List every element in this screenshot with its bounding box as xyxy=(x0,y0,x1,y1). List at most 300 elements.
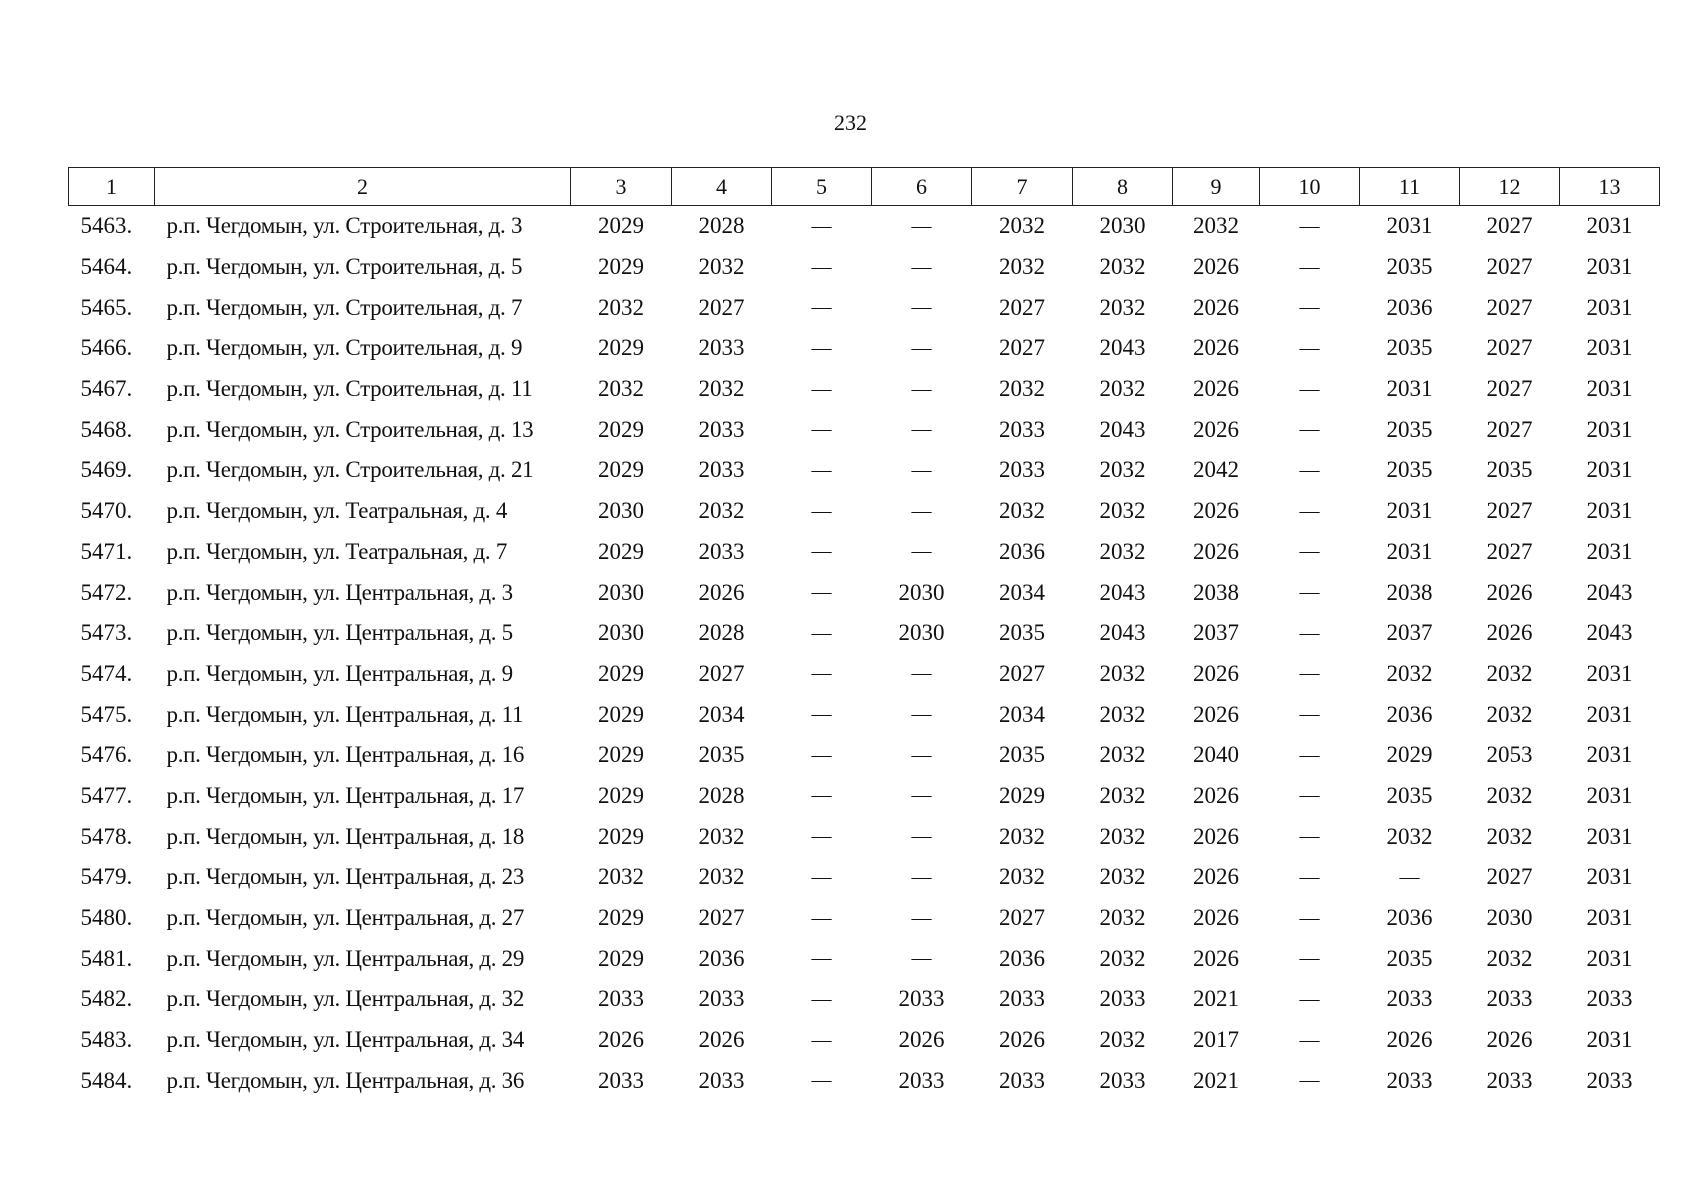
year-cell: 2033 xyxy=(999,416,1045,442)
year-cell: 2031 xyxy=(1586,376,1633,402)
column-header-7: 7 xyxy=(972,168,1073,206)
year-cell: 2031 xyxy=(1586,782,1633,808)
year-cell: 2032 xyxy=(1386,660,1433,686)
address-cell: р.п. Чегдомын, ул. Центральная, д. 3 xyxy=(166,579,513,605)
year-cell: 2032 xyxy=(598,376,644,402)
year-cell: 2033 xyxy=(698,457,745,483)
year-cell: 2033 xyxy=(1486,1067,1533,1093)
data-table xyxy=(68,167,1660,1101)
year-cell: 2033 xyxy=(1099,1067,1146,1093)
year-cell: 2028 xyxy=(698,213,745,239)
year-cell-empty: — xyxy=(811,418,832,441)
row-number: 5472. xyxy=(80,579,133,605)
year-cell-empty: — xyxy=(1299,255,1320,278)
table-row xyxy=(69,654,1660,695)
row-number: 5484. xyxy=(80,1067,133,1093)
row-number: 5482. xyxy=(80,986,133,1012)
year-cell: 2031 xyxy=(1586,742,1633,768)
table-row xyxy=(69,613,1660,654)
year-cell: 2026 xyxy=(999,1027,1045,1053)
year-cell-empty: — xyxy=(911,947,932,970)
year-cell: 2043 xyxy=(1586,620,1633,646)
year-cell-empty: — xyxy=(1299,581,1320,604)
year-cell: 2026 xyxy=(1386,1027,1433,1053)
table-row xyxy=(69,206,1660,247)
year-cell: 2053 xyxy=(1486,742,1533,768)
row-number: 5483. xyxy=(80,1027,133,1053)
year-cell: 2029 xyxy=(598,254,644,280)
row-number: 5464. xyxy=(80,254,133,280)
year-cell: 2035 xyxy=(1386,335,1433,361)
year-cell: 2033 xyxy=(898,1067,945,1093)
row-number: 5474. xyxy=(80,660,133,686)
row-number: 5477. xyxy=(80,782,133,808)
year-cell: 2032 xyxy=(698,498,745,524)
year-cell: 2026 xyxy=(1193,376,1239,402)
year-cell: 2032 xyxy=(1099,742,1146,768)
year-cell: 2033 xyxy=(1386,1067,1433,1093)
year-cell: 2043 xyxy=(1099,416,1146,442)
table-row xyxy=(69,816,1660,857)
year-cell: 2032 xyxy=(1099,1027,1146,1053)
year-cell: 2032 xyxy=(698,823,745,849)
year-cell: 2029 xyxy=(598,742,644,768)
year-cell-empty: — xyxy=(911,906,932,929)
table-row xyxy=(69,491,1660,532)
year-cell-empty: — xyxy=(1299,743,1320,766)
year-cell-empty: — xyxy=(911,540,932,563)
year-cell: 2027 xyxy=(1486,213,1533,239)
column-header-8: 8 xyxy=(1073,168,1173,206)
year-cell: 2026 xyxy=(1193,416,1239,442)
year-cell: 2032 xyxy=(1486,782,1533,808)
year-cell: 2033 xyxy=(698,416,745,442)
address-cell: р.п. Чегдомын, ул. Строительная, д. 3 xyxy=(166,213,523,239)
year-cell: 2038 xyxy=(1193,579,1239,605)
year-cell: 2033 xyxy=(1586,986,1633,1012)
year-cell: 2026 xyxy=(1193,294,1239,320)
table-row xyxy=(69,938,1660,979)
year-cell: 2032 xyxy=(598,294,644,320)
year-cell: 2032 xyxy=(1099,823,1146,849)
address-cell: р.п. Чегдомын, ул. Строительная, д. 5 xyxy=(166,254,523,280)
year-cell: 2032 xyxy=(1099,254,1146,280)
row-number: 5478. xyxy=(80,823,133,849)
year-cell: 2034 xyxy=(698,701,745,727)
year-cell: 2036 xyxy=(999,538,1045,564)
year-cell: 2027 xyxy=(999,335,1045,361)
year-cell: 2026 xyxy=(1486,579,1533,605)
year-cell: 2033 xyxy=(999,1067,1045,1093)
year-cell: 2027 xyxy=(999,660,1045,686)
year-cell: 2031 xyxy=(1386,376,1433,402)
year-cell: 2031 xyxy=(1586,213,1633,239)
year-cell: 2021 xyxy=(1193,986,1239,1012)
year-cell: 2031 xyxy=(1586,498,1633,524)
year-cell: 2029 xyxy=(598,416,644,442)
table-row xyxy=(69,979,1660,1020)
year-cell: 2027 xyxy=(999,294,1045,320)
year-cell: 2030 xyxy=(898,620,945,646)
row-number: 5466. xyxy=(80,335,133,361)
year-cell: 2032 xyxy=(1486,823,1533,849)
year-cell: 2029 xyxy=(598,701,644,727)
year-cell: 2031 xyxy=(1586,905,1633,931)
year-cell: 2033 xyxy=(698,986,745,1012)
year-cell: 2036 xyxy=(1386,701,1433,727)
column-header-4: 4 xyxy=(672,168,772,206)
year-cell-empty: — xyxy=(911,499,932,522)
year-cell: 2026 xyxy=(1193,538,1239,564)
year-cell: 2029 xyxy=(598,335,644,361)
year-cell: 2027 xyxy=(698,660,745,686)
year-cell: 2043 xyxy=(1586,579,1633,605)
year-cell-empty: — xyxy=(811,458,832,481)
year-cell-empty: — xyxy=(1299,784,1320,807)
table-row xyxy=(69,857,1660,898)
year-cell: 2031 xyxy=(1586,823,1633,849)
year-cell: 2030 xyxy=(598,498,644,524)
page-number: 232 xyxy=(834,110,867,135)
column-header-12: 12 xyxy=(1460,168,1560,206)
row-number: 5468. xyxy=(80,416,133,442)
year-cell: 2026 xyxy=(598,1027,644,1053)
year-cell: 2032 xyxy=(598,864,644,890)
year-cell-empty: — xyxy=(811,621,832,644)
year-cell: 2026 xyxy=(1193,335,1239,361)
year-cell: 2021 xyxy=(1193,1067,1239,1093)
year-cell: 2031 xyxy=(1586,294,1633,320)
year-cell-empty: — xyxy=(811,1069,832,1092)
table-row xyxy=(69,409,1660,450)
row-number: 5467. xyxy=(80,376,133,402)
year-cell: 2036 xyxy=(698,945,745,971)
year-cell: 2031 xyxy=(1586,416,1633,442)
year-cell: 2030 xyxy=(898,579,945,605)
year-cell: 2032 xyxy=(1099,905,1146,931)
year-cell: 2033 xyxy=(698,538,745,564)
year-cell-empty: — xyxy=(1299,1069,1320,1092)
row-number: 5465. xyxy=(80,294,133,320)
year-cell-empty: — xyxy=(811,703,832,726)
year-cell-empty: — xyxy=(811,987,832,1010)
year-cell-empty: — xyxy=(811,825,832,848)
year-cell: 2032 xyxy=(999,498,1045,524)
year-cell-empty: — xyxy=(811,255,832,278)
year-cell: 2032 xyxy=(1099,457,1146,483)
table-row xyxy=(69,532,1660,573)
year-cell: 2034 xyxy=(999,701,1045,727)
year-cell: 2033 xyxy=(1486,986,1533,1012)
address-cell: р.п. Чегдомын, ул. Центральная, д. 16 xyxy=(166,742,525,768)
year-cell-empty: — xyxy=(811,296,832,319)
year-cell: 2029 xyxy=(598,905,644,931)
year-cell: 2026 xyxy=(1193,498,1239,524)
year-cell: 2029 xyxy=(598,782,644,808)
year-cell: 2027 xyxy=(1486,538,1533,564)
year-cell: 2035 xyxy=(1386,254,1433,280)
row-number: 5480. xyxy=(80,905,133,931)
column-header-6: 6 xyxy=(872,168,972,206)
year-cell-empty: — xyxy=(1299,947,1320,970)
year-cell: 2031 xyxy=(1586,660,1633,686)
year-cell: 2017 xyxy=(1193,1027,1239,1053)
column-header-3: 3 xyxy=(571,168,672,206)
year-cell-empty: — xyxy=(1299,1028,1320,1051)
year-cell: 2026 xyxy=(1193,823,1239,849)
address-cell: р.п. Чегдомын, ул. Центральная, д. 5 xyxy=(166,620,513,646)
year-cell: 2029 xyxy=(598,945,644,971)
year-cell: 2034 xyxy=(999,579,1045,605)
column-header-1: 1 xyxy=(69,168,155,206)
year-cell-empty: — xyxy=(811,581,832,604)
year-cell: 2032 xyxy=(1099,538,1146,564)
year-cell: 2029 xyxy=(598,457,644,483)
year-cell-empty: — xyxy=(811,540,832,563)
year-cell: 2035 xyxy=(1486,457,1533,483)
column-header-11: 11 xyxy=(1360,168,1460,206)
year-cell: 2031 xyxy=(1386,213,1433,239)
table-row xyxy=(69,572,1660,613)
row-number: 5471. xyxy=(80,538,133,564)
year-cell: 2026 xyxy=(1193,945,1239,971)
year-cell: 2031 xyxy=(1386,498,1433,524)
year-cell: 2033 xyxy=(598,986,644,1012)
address-cell: р.п. Чегдомын, ул. Центральная, д. 32 xyxy=(166,986,525,1012)
year-cell: 2035 xyxy=(999,742,1045,768)
address-cell: р.п. Чегдомын, ул. Строительная, д. 7 xyxy=(166,294,523,320)
year-cell: 2032 xyxy=(1099,660,1146,686)
table-row xyxy=(69,328,1660,369)
year-cell-empty: — xyxy=(1299,296,1320,319)
year-cell: 2026 xyxy=(698,579,745,605)
table-row xyxy=(69,694,1660,735)
year-cell-empty: — xyxy=(811,743,832,766)
year-cell-empty: — xyxy=(1299,865,1320,888)
year-cell: 2030 xyxy=(598,620,644,646)
year-cell-empty: — xyxy=(911,458,932,481)
year-cell-empty: — xyxy=(911,377,932,400)
year-cell: 2030 xyxy=(598,579,644,605)
year-cell: 2027 xyxy=(1486,294,1533,320)
year-cell: 2031 xyxy=(1586,457,1633,483)
year-cell: 2029 xyxy=(598,823,644,849)
row-number: 5470. xyxy=(80,498,133,524)
year-cell: 2026 xyxy=(1486,620,1533,646)
year-cell: 2027 xyxy=(1486,254,1533,280)
year-cell-empty: — xyxy=(811,499,832,522)
year-cell-empty: — xyxy=(811,947,832,970)
table-row xyxy=(69,898,1660,939)
year-cell: 2026 xyxy=(898,1027,945,1053)
year-cell-empty: — xyxy=(811,906,832,929)
address-cell: р.п. Чегдомын, ул. Строительная, д. 9 xyxy=(166,335,523,361)
row-number: 5479. xyxy=(80,864,133,890)
header-row xyxy=(69,168,1660,206)
year-cell: 2027 xyxy=(698,905,745,931)
year-cell: 2043 xyxy=(1099,620,1146,646)
year-cell-empty: — xyxy=(811,214,832,237)
year-cell: 2032 xyxy=(999,864,1045,890)
year-cell: 2035 xyxy=(1386,457,1433,483)
address-cell: р.п. Чегдомын, ул. Строительная, д. 21 xyxy=(166,457,534,483)
year-cell: 2032 xyxy=(999,823,1045,849)
year-cell-empty: — xyxy=(1299,458,1320,481)
year-cell: 2033 xyxy=(999,457,1045,483)
year-cell: 2026 xyxy=(1193,782,1239,808)
year-cell: 2026 xyxy=(1486,1027,1533,1053)
year-cell: 2032 xyxy=(1486,945,1533,971)
year-cell: 2028 xyxy=(698,620,745,646)
table-row xyxy=(69,247,1660,288)
year-cell: 2027 xyxy=(1486,376,1533,402)
table-row xyxy=(69,450,1660,491)
year-cell: 2032 xyxy=(1193,213,1239,239)
year-cell-empty: — xyxy=(1299,825,1320,848)
row-number: 5476. xyxy=(80,742,133,768)
year-cell: 2033 xyxy=(898,986,945,1012)
year-cell: 2027 xyxy=(1486,335,1533,361)
year-cell: 2031 xyxy=(1586,538,1633,564)
year-cell: 2030 xyxy=(1486,905,1533,931)
address-cell: р.п. Чегдомын, ул. Центральная, д. 9 xyxy=(166,660,513,686)
address-cell: р.п. Чегдомын, ул. Центральная, д. 29 xyxy=(166,945,525,971)
year-cell: 2037 xyxy=(1386,620,1433,646)
year-cell: 2031 xyxy=(1386,538,1433,564)
table-row xyxy=(69,735,1660,776)
year-cell: 2032 xyxy=(1099,864,1146,890)
year-cell: 2027 xyxy=(999,905,1045,931)
row-number: 5463. xyxy=(80,213,133,239)
year-cell: 2033 xyxy=(1099,986,1146,1012)
year-cell-empty: — xyxy=(911,784,932,807)
year-cell: 2027 xyxy=(698,294,745,320)
year-cell: 2032 xyxy=(1386,823,1433,849)
year-cell: 2026 xyxy=(1193,864,1239,890)
year-cell-empty: — xyxy=(1399,865,1420,888)
year-cell-empty: — xyxy=(1299,987,1320,1010)
address-cell: р.п. Чегдомын, ул. Центральная, д. 23 xyxy=(166,864,525,890)
address-cell: р.п. Чегдомын, ул. Центральная, д. 17 xyxy=(166,782,525,808)
year-cell-empty: — xyxy=(911,214,932,237)
year-cell: 2035 xyxy=(1386,945,1433,971)
year-cell: 2035 xyxy=(1386,782,1433,808)
table-header xyxy=(69,168,1660,206)
year-cell: 2032 xyxy=(1099,945,1146,971)
year-cell-empty: — xyxy=(1299,662,1320,685)
year-cell: 2038 xyxy=(1386,579,1433,605)
row-number: 5481. xyxy=(80,945,133,971)
year-cell-empty: — xyxy=(811,1028,832,1051)
year-cell: 2032 xyxy=(999,376,1045,402)
year-cell: 2032 xyxy=(698,376,745,402)
year-cell: 2032 xyxy=(698,864,745,890)
year-cell: 2029 xyxy=(999,782,1045,808)
year-cell: 2036 xyxy=(999,945,1045,971)
year-cell-empty: — xyxy=(1299,418,1320,441)
year-cell-empty: — xyxy=(911,743,932,766)
year-cell: 2032 xyxy=(1099,498,1146,524)
column-header-2: 2 xyxy=(155,168,571,206)
address-cell: р.п. Чегдомын, ул. Театральная, д. 4 xyxy=(166,498,508,524)
year-cell-empty: — xyxy=(1299,703,1320,726)
year-cell-empty: — xyxy=(911,296,932,319)
year-cell-empty: — xyxy=(1299,336,1320,359)
column-header-5: 5 xyxy=(772,168,872,206)
year-cell: 2033 xyxy=(698,335,745,361)
year-cell-empty: — xyxy=(1299,377,1320,400)
year-cell-empty: — xyxy=(1299,499,1320,522)
address-cell: р.п. Чегдомын, ул. Центральная, д. 36 xyxy=(166,1067,525,1093)
address-cell: р.п. Чегдомын, ул. Театральная, д. 7 xyxy=(166,538,508,564)
year-cell-empty: — xyxy=(811,377,832,400)
year-cell: 2033 xyxy=(999,986,1045,1012)
year-cell: 2031 xyxy=(1586,945,1633,971)
year-cell-empty: — xyxy=(811,662,832,685)
year-cell: 2029 xyxy=(598,213,644,239)
year-cell-empty: — xyxy=(1299,906,1320,929)
year-cell: 2040 xyxy=(1193,742,1239,768)
year-cell-empty: — xyxy=(811,336,832,359)
year-cell-empty: — xyxy=(911,336,932,359)
year-cell-empty: — xyxy=(911,703,932,726)
year-cell: 2032 xyxy=(1099,294,1146,320)
year-cell: 2032 xyxy=(1099,782,1146,808)
year-cell: 2032 xyxy=(1486,701,1533,727)
column-header-10: 10 xyxy=(1260,168,1360,206)
year-cell: 2037 xyxy=(1193,620,1239,646)
column-header-13: 13 xyxy=(1560,168,1660,206)
year-cell: 2029 xyxy=(598,538,644,564)
year-cell: 2026 xyxy=(698,1027,745,1053)
year-cell: 2031 xyxy=(1586,701,1633,727)
year-cell: 2026 xyxy=(1193,660,1239,686)
year-cell: 2032 xyxy=(1099,701,1146,727)
year-cell: 2035 xyxy=(999,620,1045,646)
year-cell: 2031 xyxy=(1586,864,1633,890)
year-cell: 2033 xyxy=(598,1067,644,1093)
column-header-9: 9 xyxy=(1173,168,1260,206)
year-cell: 2036 xyxy=(1386,905,1433,931)
year-cell-empty: — xyxy=(911,825,932,848)
year-cell: 2032 xyxy=(1099,376,1146,402)
address-cell: р.п. Чегдомын, ул. Строительная, д. 11 xyxy=(166,376,533,402)
year-cell: 2032 xyxy=(698,254,745,280)
year-cell: 2033 xyxy=(1386,986,1433,1012)
year-cell-empty: — xyxy=(811,784,832,807)
address-cell: р.п. Чегдомын, ул. Центральная, д. 34 xyxy=(166,1027,525,1053)
row-number: 5475. xyxy=(80,701,133,727)
year-cell-empty: — xyxy=(911,662,932,685)
year-cell: 2043 xyxy=(1099,579,1146,605)
year-cell-empty: — xyxy=(1299,621,1320,644)
row-number: 5473. xyxy=(80,620,133,646)
table-row xyxy=(69,776,1660,817)
year-cell: 2042 xyxy=(1193,457,1239,483)
address-cell: р.п. Чегдомын, ул. Строительная, д. 13 xyxy=(166,416,534,442)
year-cell-empty: — xyxy=(811,865,832,888)
year-cell: 2036 xyxy=(1386,294,1433,320)
year-cell: 2043 xyxy=(1099,335,1146,361)
year-cell: 2031 xyxy=(1586,254,1633,280)
year-cell-empty: — xyxy=(1299,540,1320,563)
year-cell: 2032 xyxy=(999,213,1045,239)
year-cell: 2035 xyxy=(1386,416,1433,442)
address-cell: р.п. Чегдомын, ул. Центральная, д. 11 xyxy=(166,701,524,727)
year-cell-empty: — xyxy=(911,418,932,441)
table-row xyxy=(69,1060,1660,1101)
address-cell: р.п. Чегдомын, ул. Центральная, д. 27 xyxy=(166,905,525,931)
